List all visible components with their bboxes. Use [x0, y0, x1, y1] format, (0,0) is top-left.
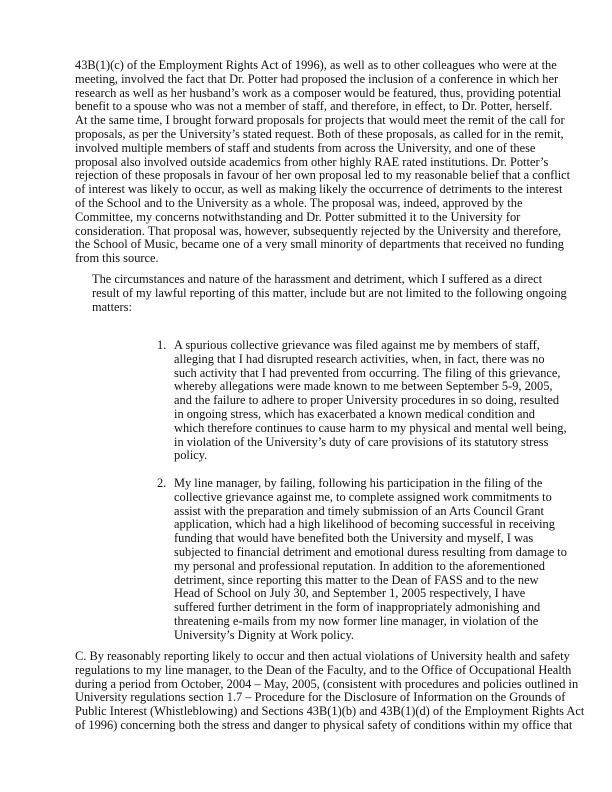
- paragraph-harassment-intro: [92, 273, 567, 314]
- text-line: of the School and to the University as a whole. The proposal was, indeed, approved by the: [75, 195, 523, 210]
- text-line: which therefore continues to cause harm to my physical and mental well being,: [174, 420, 567, 435]
- text-line: consideration. That proposal was, however, subsequently rejected by the University and therefore,: [75, 223, 562, 238]
- text-line: University regulations section 1.7 – Procedure for the Disclosure of Information on the Grounds of: [75, 690, 566, 705]
- text-line: University’s Dignity at Work policy.: [174, 627, 355, 642]
- text-line: collective grievance against me, to complete assigned work commitments to: [174, 489, 552, 504]
- text-line: proposal also involved outside academics from other highly RAE rated institutions. Dr. Potter’s: [75, 154, 549, 169]
- text-line: At the same time, I brought forward proposals for projects that would meet the remit of the call for: [75, 113, 565, 128]
- text-line: Head of School on July 30, and September 1, 2005 respectively, I have: [174, 586, 526, 601]
- text-line: policy.: [174, 448, 208, 463]
- text-line: the School of Music, became one of a very small minority of departments that received no funding: [75, 237, 564, 252]
- paragraph-section-c: [75, 650, 584, 733]
- list-number: 2.: [157, 476, 167, 490]
- list-item-text: [174, 339, 567, 463]
- text-line: my personal and professional reputation. In addition to the aforementioned: [174, 558, 545, 573]
- text-line: from this source.: [75, 251, 159, 266]
- text-line: Committee, my concerns notwithstanding and Dr. Potter submitted it to the University for: [75, 209, 521, 224]
- text-line: subjected to financial detriment and emotional duress resulting from damage to: [174, 544, 567, 559]
- text-line: such activity that I had prevented from occurring. The filing of this grievance,: [174, 365, 561, 380]
- text-line: regulations to my line manager, to the Dean of the Faculty, and to the Office of Occupational Health: [75, 662, 572, 677]
- list-number: 1.: [157, 338, 167, 352]
- text-line: whereby allegations were made known to me between September 5-9, 2005,: [174, 379, 553, 394]
- text-line: C. By reasonably reporting likely to occur and then actual violations of University health and safety: [75, 649, 570, 663]
- text-line: rejection of these proposals in favour of her own proposal led to my reasonable belief that a conflict: [75, 168, 571, 183]
- text-line: benefit to a spouse who was not a member of staff, and therefore, in effect, to Dr. Potter, herself.: [75, 99, 553, 114]
- paragraph-conflict-of-interest: [75, 59, 570, 266]
- text-line: of interest was likely to occur, as well as making likely the occurrence of detriments to the interest: [75, 182, 563, 197]
- text-line: detriment, since reporting this matter to the Dean of FASS and to the new: [174, 572, 539, 587]
- text-line: alleging that I had disrupted research activities, when, in fact, there was no: [174, 351, 545, 366]
- text-line: during a period from October, 2004 – May, 2005, (consistent with procedures and policies outlined in: [75, 676, 579, 691]
- text-line: My line manager, by failing, following his participation in the filing of the: [174, 476, 543, 490]
- text-line: involved multiple members of staff and students from across the University, and one of these: [75, 140, 536, 155]
- text-line: research as well as her husband’s work as a composer would be featured, thus, providing potential: [75, 85, 562, 100]
- text-line: Public Interest (Whistleblowing) and Sections 43B(1)(b) and 43B(1)(d) of the Employment Rights Act: [75, 704, 585, 719]
- text-line: threatening e-mails from my now former line manager, in violation of the: [174, 613, 539, 628]
- text-line: and the failure to adhere to proper University procedures in so doing, resulted: [174, 393, 560, 408]
- text-line: funding that would have benefited both the University and myself, I was: [174, 531, 534, 546]
- text-line: The circumstances and nature of the harassment and detriment, which I suffered as a direct: [92, 272, 543, 286]
- text-line: of 1996) concerning both the stress and danger to physical safety of conditions within my office that: [75, 717, 573, 732]
- text-line: suffered further detriment in the form of inappropriately admonishing and: [174, 600, 541, 615]
- text-line: A spurious collective grievance was filed against me by members of staff,: [174, 338, 540, 352]
- list-item-text: [174, 477, 567, 643]
- text-line: result of my lawful reporting of this matter, include but are not limited to the following ongoing: [92, 285, 567, 300]
- text-line: matters:: [92, 299, 132, 314]
- text-line: application, which had a high likelihood of becoming successful in receiving: [174, 517, 555, 532]
- text-line: proposals, as per the University’s stated request. Both of these proposals, as called for in the remit,: [75, 126, 564, 141]
- text-line: meeting, involved the fact that Dr. Potter had proposed the inclusion of a conference in which her: [75, 71, 559, 86]
- text-line: in ongoing stress, which has exacerbated a known medical condition and: [174, 406, 535, 421]
- text-line: assist with the preparation and timely submission of an Arts Council Grant: [174, 503, 544, 518]
- text-line: 43B(1)(c) of the Employment Rights Act of 1996), as well as to other colleagues who were at the: [75, 58, 557, 72]
- text-line: in violation of the University’s duty of care provisions of its statutory stress: [174, 434, 549, 449]
